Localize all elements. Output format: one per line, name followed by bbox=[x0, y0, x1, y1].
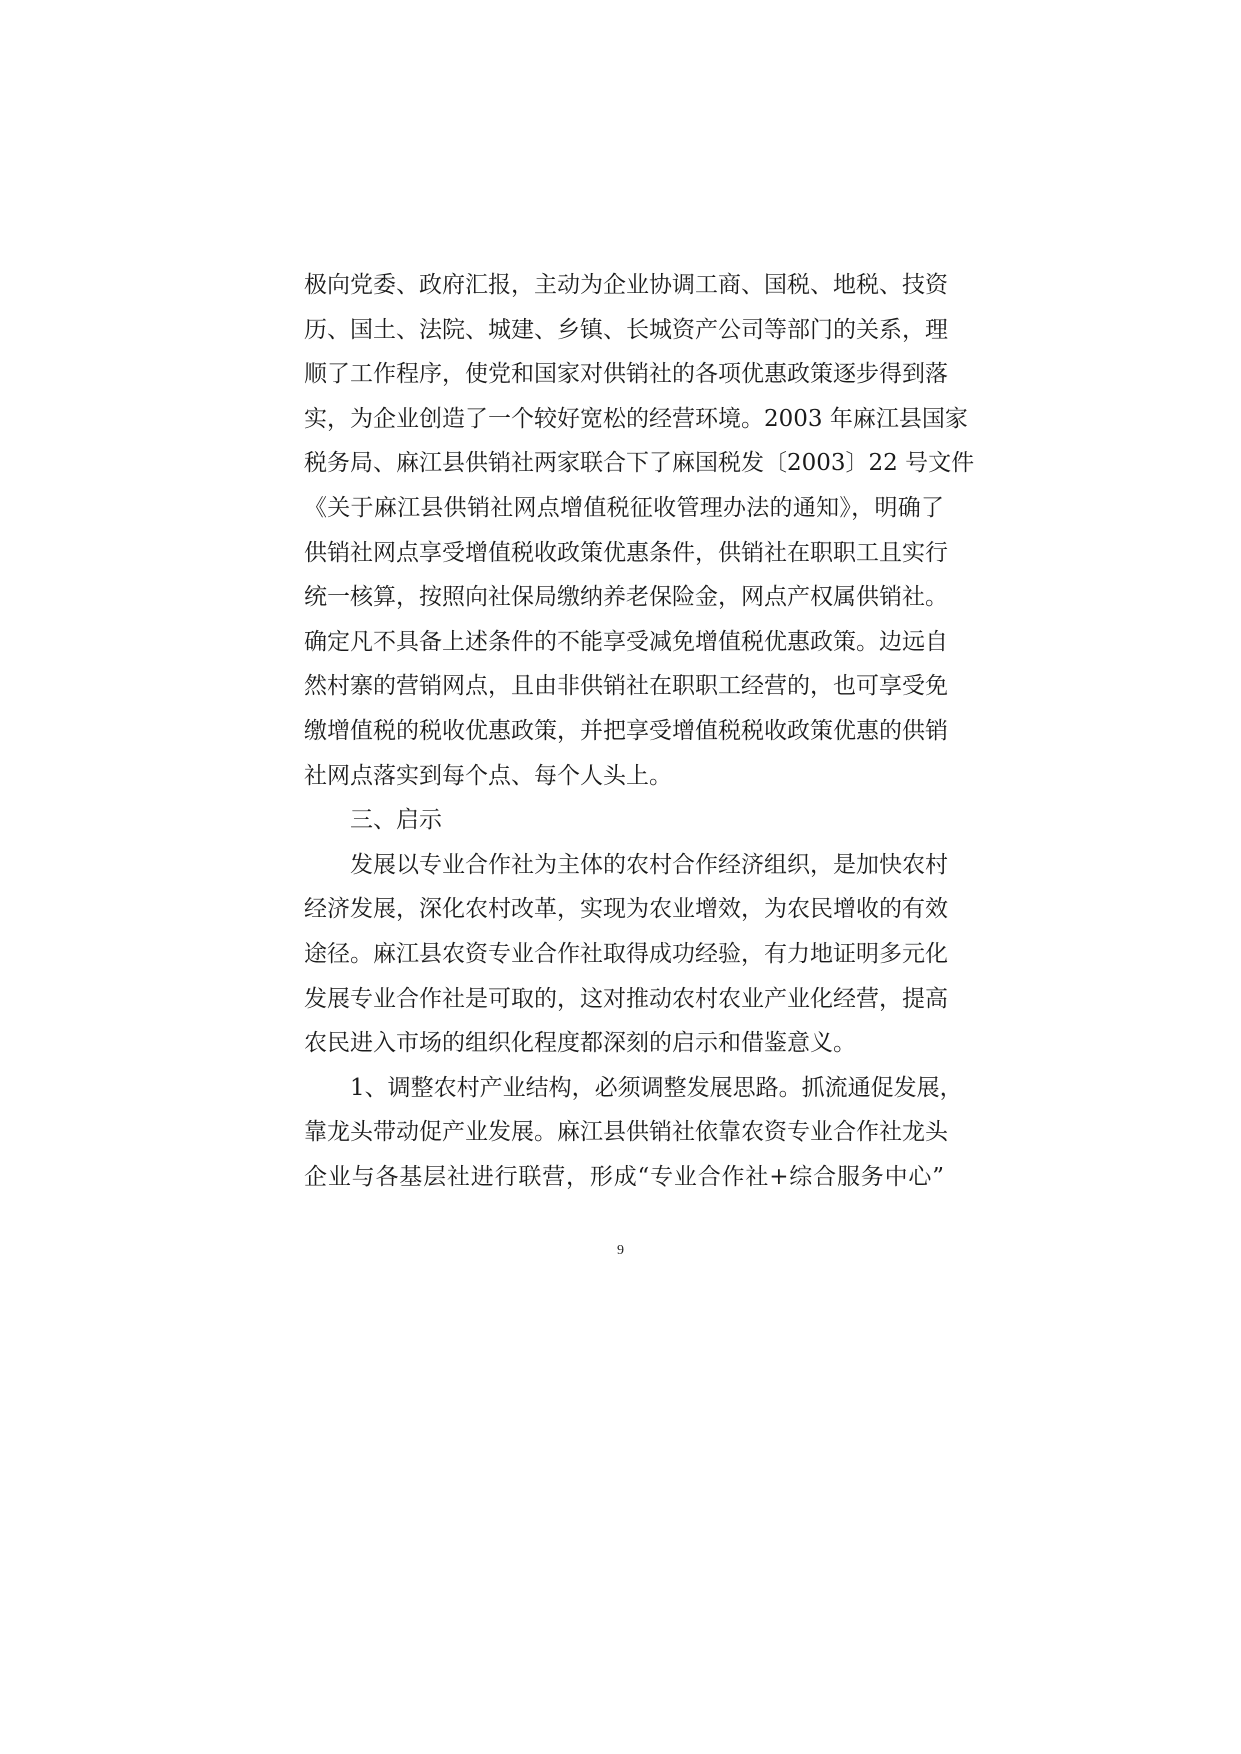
paragraph-line: 缴增值税的税收优惠政策，并把享受增值税税收政策优惠的供销 bbox=[304, 717, 948, 744]
paragraph-line: 实，为企业创造了一个较好宽松的经营环境。2003 年麻江县国家 bbox=[304, 405, 968, 432]
paragraph-line: 然村寨的营销网点，且由非供销社在职职工经营的，也可享受免 bbox=[304, 673, 948, 700]
paragraph-line: 农民进入市场的组织化程度都深刻的启示和借鉴意义。 bbox=[304, 1030, 856, 1057]
paragraph-line: 企业与各基层社进行联营，形成“专业合作社+综合服务中心” bbox=[304, 1163, 944, 1190]
paragraph-line: 1、调整农村产业结构，必须调整发展思路。抓流通促发展， bbox=[350, 1074, 963, 1101]
paragraph-line: 经济发展，深化农村改革，实现为农业增效，为农民增收的有效 bbox=[304, 896, 948, 923]
paragraph-line: 发展以专业合作社为主体的农村合作经济组织，是加快农村 bbox=[350, 851, 948, 878]
paragraph-line: 历、国土、法院、城建、乡镇、长城资产公司等部门的关系，理 bbox=[304, 316, 948, 343]
paragraph-line: 《关于麻江县供销社网点增值税征收管理办法的通知》，明确了 bbox=[304, 494, 944, 521]
paragraph-line: 税务局、麻江县供销社两家联合下了麻国税发〔2003〕22 号文件 bbox=[304, 450, 975, 477]
paragraph-line: 途径。麻江县农资专业合作社取得成功经验，有力地证明多元化 bbox=[304, 940, 948, 967]
page-number: 9 bbox=[617, 1243, 624, 1258]
paragraph-line: 供销社网点享受增值税收政策优惠条件，供销社在职职工且实行 bbox=[304, 539, 948, 566]
paragraph-line: 极向党委、政府汇报，主动为企业协调工商、国税、地税、技资 bbox=[304, 272, 948, 298]
paragraph-line: 确定凡不具备上述条件的不能享受减免增值税优惠政策。边远自 bbox=[304, 628, 948, 655]
paragraph-line: 顺了工作程序，使党和国家对供销社的各项优惠政策逐步得到落 bbox=[304, 361, 948, 388]
body-text bbox=[304, 263, 975, 1199]
paragraph-line: 社网点落实到每个点、每个人头上。 bbox=[304, 762, 672, 789]
paragraph-line: 统一核算，按照向社保局缴纳养老保险金，网点产权属供销社。 bbox=[304, 584, 948, 611]
paragraph-line: 发展专业合作社是可取的，这对推动农村农业产业化经营，提高 bbox=[304, 985, 948, 1012]
section-heading: 三、启示 bbox=[350, 807, 442, 834]
paragraph-line: 靠龙头带动促产业发展。麻江县供销社依靠农资专业合作社龙头 bbox=[304, 1119, 948, 1146]
